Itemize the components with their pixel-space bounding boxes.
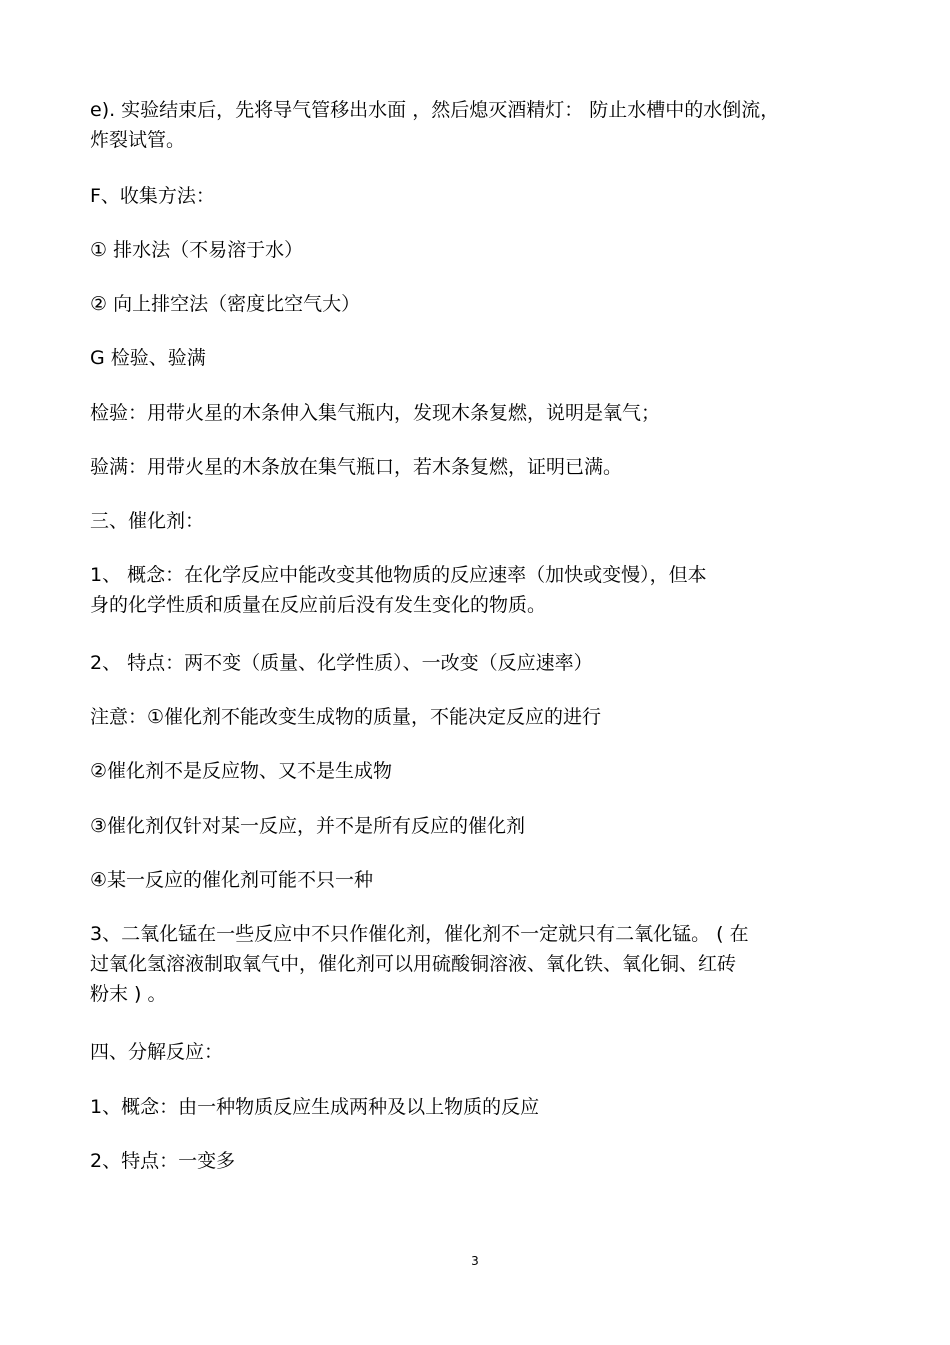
note-item-2: ②催化剂不是反应物、又不是生成物 [90,760,393,782]
text-line: 过氧化氢溶液制取氧气中，催化剂可以用硫酸铜溶液、氧化铁、氧化铜、红砖 [90,953,737,975]
note-item-3: ③催化剂仅针对某一反应，并不是所有反应的催化剂 [90,815,526,837]
text-line: e). 实验结束后，先将导气管移出水面 ，然后熄灭酒精灯： 防止水槽中的水倒流， [90,99,780,121]
page-number: 3 [471,1254,479,1268]
text-line: 身的化学性质和质量在反应前后没有发生变化的物质。 [90,594,547,616]
section-heading-decomposition: 四、分解反应： [90,1041,224,1063]
paragraph-decomposition-concept: 1、概念：由一种物质反应生成两种及以上物质的反应 [90,1096,540,1118]
paragraph-catalyst-concept [90,560,860,620]
text-line: 炸裂试管。 [90,129,186,151]
section-heading-catalyst: 三、催化剂： [90,510,205,532]
paragraph-manganese-dioxide [90,919,860,1009]
note-item-1: 注意：①催化剂不能改变生成物的质量，不能决定反应的进行 [90,706,602,728]
list-item-upward-air-displacement: ② 向上排空法（密度比空气大） [90,293,361,315]
paragraph-e-step [90,95,860,155]
text-line: 粉末 ) 。 [90,983,167,1005]
text-line: 3、二氧化锰在一些反应中不只作催化剂，催化剂不一定就只有二氧化锰。 ( 在 [90,923,749,945]
paragraph-decomposition-feature: 2、特点：一变多 [90,1150,236,1172]
heading-collection-method: F、收集方法： [90,185,215,207]
heading-test-and-full-check: G 检验、验满 [90,347,206,369]
text-line: 1、 概念：在化学反应中能改变其他物质的反应速率（加快或变慢），但本 [90,564,707,586]
paragraph-test: 检验：用带火星的木条伸入集气瓶内，发现木条复燃，说明是氧气； [90,402,661,424]
note-item-4: ④某一反应的催化剂可能不只一种 [90,869,374,891]
paragraph-full-check: 验满：用带火星的木条放在集气瓶口，若木条复燃，证明已满。 [90,456,623,478]
paragraph-catalyst-features: 2、 特点：两不变（质量、化学性质）、一改变（反应速率） [90,652,593,674]
list-item-water-displacement: ① 排水法（不易溶于水） [90,239,304,261]
